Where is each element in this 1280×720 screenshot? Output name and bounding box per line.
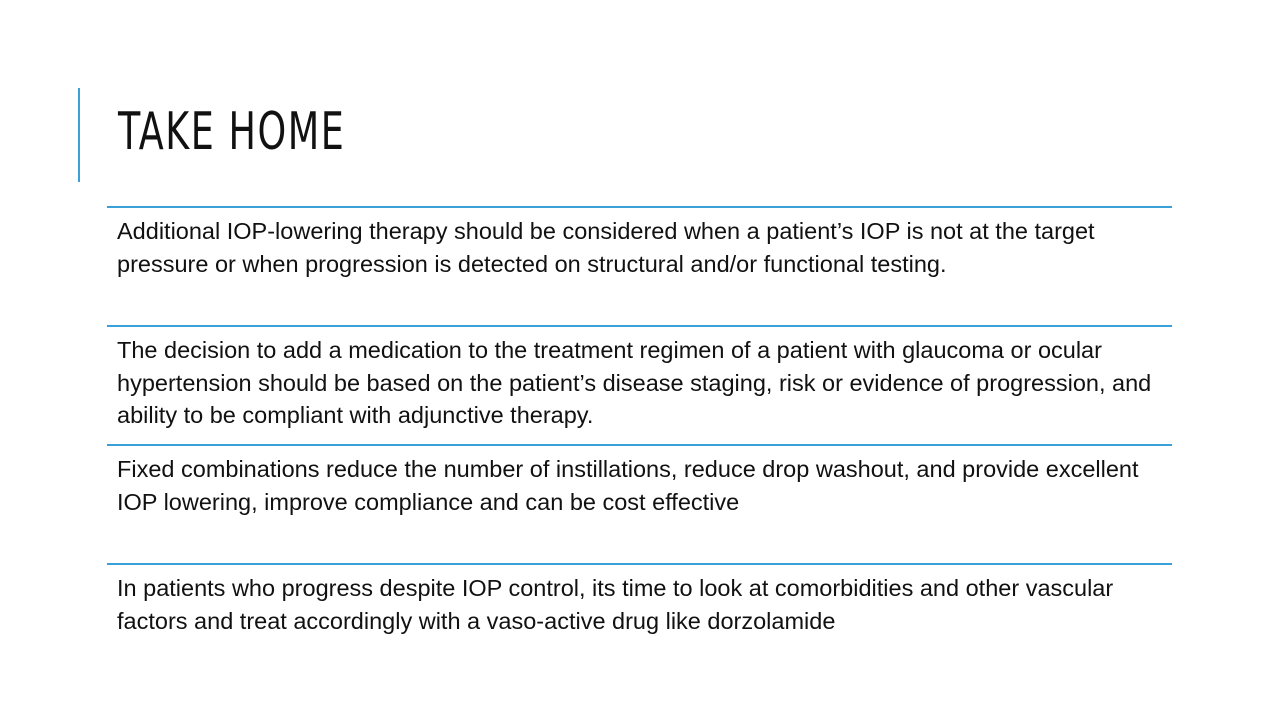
divider-line: [107, 444, 1172, 446]
take-home-item: Additional IOP-lowering therapy should be considered when a patient’s IOP is not at the target pressure or when progression is detected on structural and/or functional testing.: [117, 218, 1095, 277]
slide-title: TAKE HOME: [118, 102, 346, 162]
title-accent-bar: [78, 88, 80, 182]
divider-line: [107, 563, 1172, 565]
take-home-item: In patients who progress despite IOP control, its time to look at comorbidities and other vascular factors and treat accordingly with a vaso-active drug like dorzolamide: [117, 575, 1114, 634]
take-home-item: The decision to add a medication to the treatment regimen of a patient with glaucoma or ocular hypertension should be based on the patient’s disease staging, risk or evidence of progression, and ability to be compliant with adjunctive therapy.: [117, 337, 1152, 428]
divider-line: [107, 325, 1172, 327]
divider-line: [107, 206, 1172, 208]
take-home-item: Fixed combinations reduce the number of instillations, reduce drop washout, and provide excellent IOP lowering, improve compliance and can be cost effective: [117, 456, 1139, 515]
